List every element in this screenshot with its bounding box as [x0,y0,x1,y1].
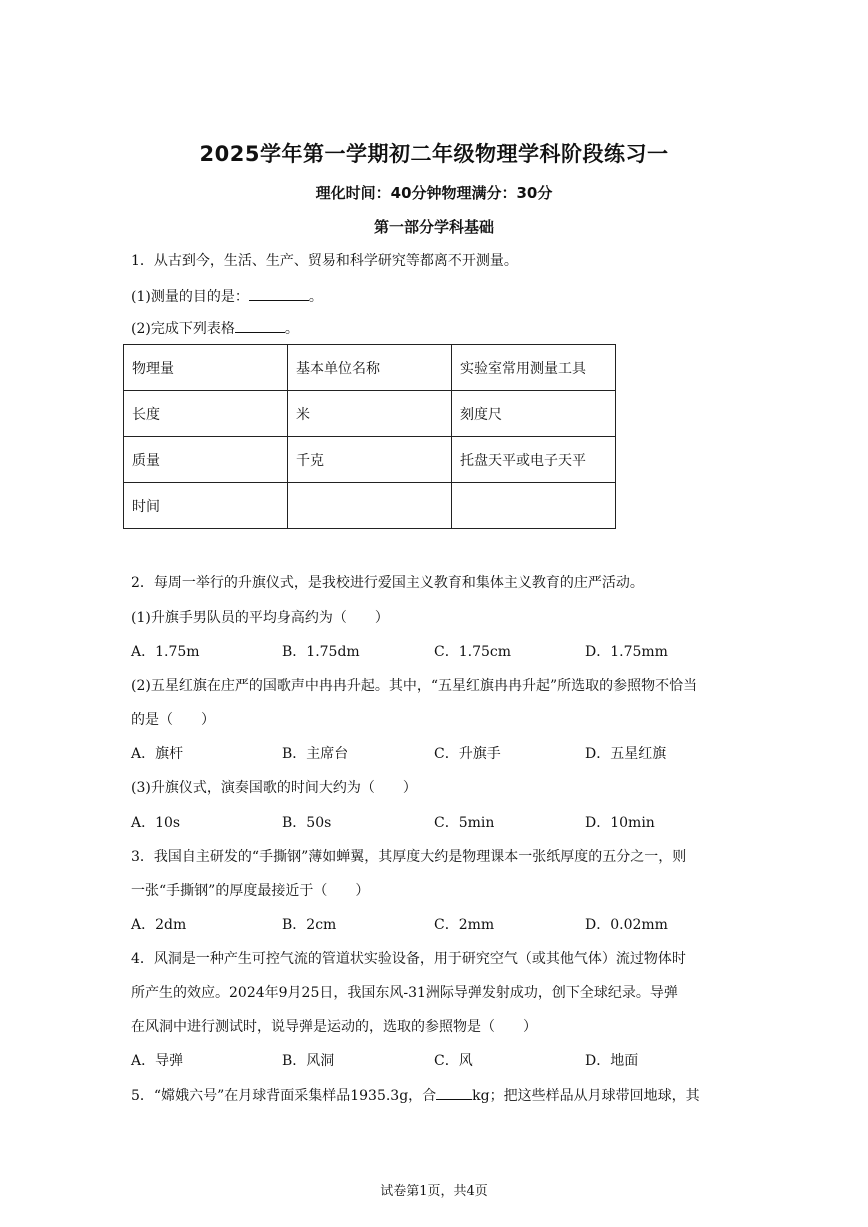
table-header-cell: 物理量 [124,345,288,391]
q2-sub2-line2: 的是（ ） [131,712,215,728]
option-c[interactable]: C．升旗手 [434,746,501,762]
option-c[interactable]: C．5min [434,815,495,831]
option-b[interactable]: B．50s [282,815,332,831]
q1-stem: 1．从古到今，生活、生产、贸易和科学研究等都离不开测量。 [131,253,518,269]
q4-line1: 4．风洞是一种产生可控气流的管道状实验设备，用于研究空气（或其他气体）流过物体时 [131,951,686,967]
table-cell: 托盘天平或电子天平 [452,437,616,483]
option-a[interactable]: A．10s [131,815,181,831]
q5-text: 5．“嫦娥六号”在月球背面采集样品1935.3g，合 [131,1088,437,1104]
page-title: 2025学年第一学期初二年级物理学科阶段练习一 [199,142,669,166]
option-a[interactable]: A．1.75m [131,644,200,660]
table-header-row [124,345,616,391]
option-a[interactable]: A．2dm [131,917,187,933]
option-b[interactable]: B．2cm [282,917,337,933]
option-d[interactable]: D．1.75mm [585,644,668,660]
table-header-cell: 实验室常用测量工具 [452,345,616,391]
table-cell: 时间 [124,483,288,529]
option-b[interactable]: B．主席台 [282,746,349,762]
option-b[interactable]: B．风洞 [282,1053,335,1069]
q4-line3: 在风洞中进行测试时，说导弹是运动的，选取的参照物是（ ） [131,1019,537,1035]
q5-line1 [131,1085,700,1105]
option-a[interactable]: A．旗杆 [131,746,184,762]
table-cell: 刻度尺 [452,391,616,437]
option-d[interactable]: D．地面 [585,1053,639,1069]
page-footer: 试卷第1页，共4页 [380,1184,488,1199]
q1-part2-blank[interactable] [235,318,285,333]
q1-part1 [131,286,323,306]
table-row [124,437,616,483]
q2-sub1: (1)升旗手男队员的平均身高约为（ ） [131,610,389,626]
table-cell: 长度 [124,391,288,437]
q2-stem: 2．每周一举行的升旗仪式，是我校进行爱国主义教育和集体主义教育的庄严活动。 [131,575,644,591]
table-header-cell: 基本单位名称 [288,345,452,391]
q1-part2-text: (2)完成下列表格 [131,321,235,337]
q1-part2 [131,318,299,338]
q5-text-cont: kg；把这些样品从月球带回地球，其 [472,1088,700,1104]
option-c[interactable]: C．2mm [434,917,495,933]
q1-part1-blank[interactable] [249,286,309,301]
option-c[interactable]: C．风 [434,1053,473,1069]
table-row [124,483,616,529]
q1-part1-end: 。 [308,289,323,305]
option-b[interactable]: B．1.75dm [282,644,360,660]
q5-blank[interactable] [436,1085,472,1100]
table-cell: 千克 [288,437,452,483]
q3-line1: 3．我国自主研发的“手撕钢”薄如蝉翼，其厚度大约是物理课本一张纸厚度的五分之一，则 [131,849,687,865]
table-cell: 质量 [124,437,288,483]
table-row [124,391,616,437]
option-c[interactable]: C．1.75cm [434,644,511,660]
exam-info: 理化时间：40分钟物理满分：30分 [315,184,553,202]
q2-sub2-line1: (2)五星红旗在庄严的国歌声中冉冉升起。其中，“五星红旗冉冉升起”所选取的参照物不恰当 [131,678,698,694]
option-d[interactable]: D．0.02mm [585,917,668,933]
option-d[interactable]: D．五星红旗 [585,746,667,762]
q2-sub3: (3)升旗仪式，演奏国歌的时间大约为（ ） [131,780,417,796]
units-table [123,344,616,529]
table-cell: 米 [288,391,452,437]
q4-line2: 所产生的效应。2024年9月25日，我国东风-31洲际导弹发射成功，创下全球纪录。导弹 [131,985,678,1001]
q1-part1-text: (1)测量的目的是： [131,289,249,305]
option-d[interactable]: D．10min [585,815,655,831]
q1-part2-end: 。 [284,321,299,337]
option-a[interactable]: A．导弹 [131,1053,184,1069]
table-cell-empty[interactable] [452,483,616,529]
section-heading: 第一部分学科基础 [373,218,494,236]
q3-line2: 一张“手撕钢”的厚度最接近于（ ） [131,883,370,899]
table-cell-empty[interactable] [288,483,452,529]
